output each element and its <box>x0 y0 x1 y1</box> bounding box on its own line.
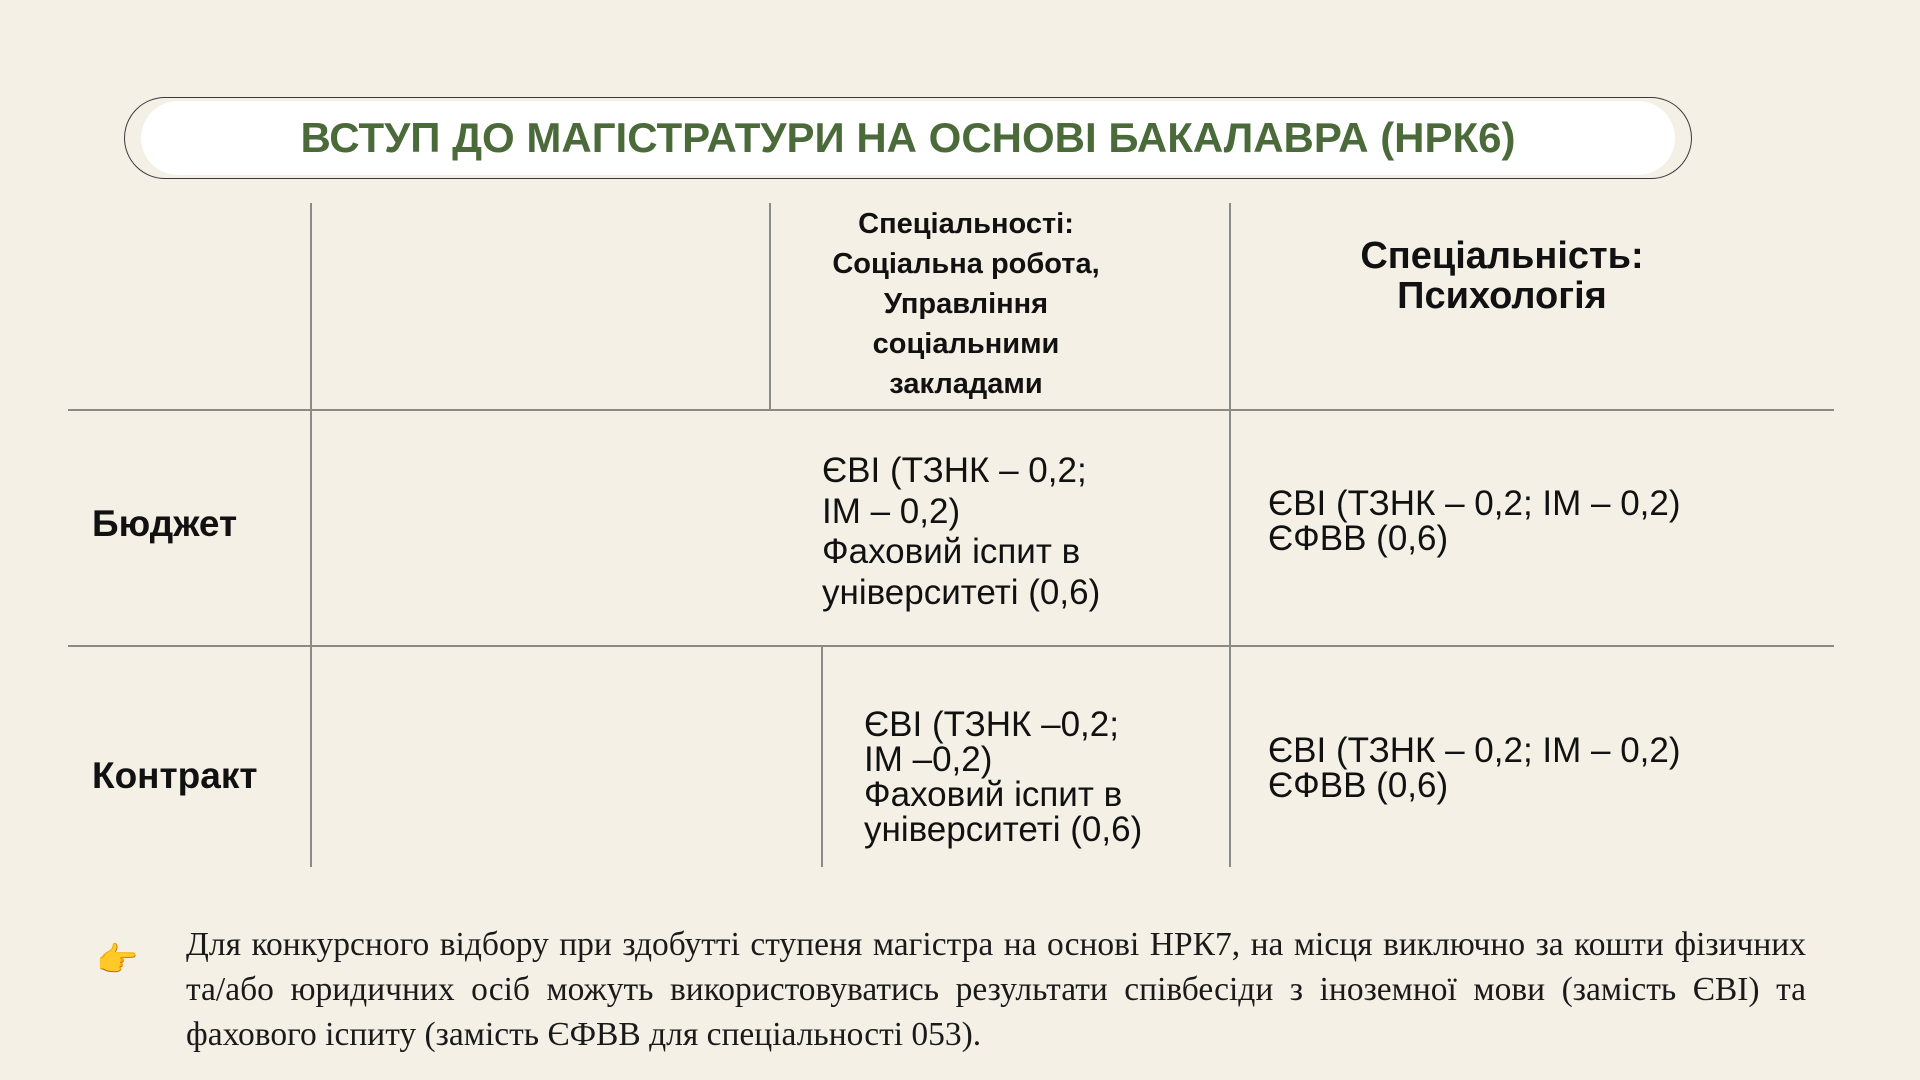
header-col2-line: Психологія <box>1397 275 1607 317</box>
row-label-contract: Контракт <box>92 755 258 796</box>
cell-line: університеті (0,6) <box>822 572 1101 612</box>
header-col1-line: Спеціальності: <box>858 208 1074 240</box>
cell-line: ЄВІ (ТЗНК – 0,2; <box>822 451 1087 490</box>
table-column-divider-col2 <box>1229 203 1231 867</box>
budget-psychology-requirements <box>1268 486 1681 556</box>
cell-line: ІМ – 0,2) <box>822 491 961 531</box>
pointing-hand-icon: 👉 <box>96 940 139 980</box>
header-col1-line: Соціальна робота, <box>832 248 1100 280</box>
cell-line: ІМ –0,2) <box>864 740 993 779</box>
header-psychology-specialty <box>1232 236 1772 316</box>
cell-line: університеті (0,6) <box>864 810 1143 849</box>
header-col1-line: Управління <box>883 288 1049 320</box>
table-column-divider-contract-col1 <box>821 645 823 867</box>
header-col1-line: закладами <box>889 368 1043 400</box>
table-column-divider-label <box>310 203 312 867</box>
title-banner-inner <box>141 101 1675 175</box>
budget-social-requirements <box>822 451 1100 613</box>
contract-psychology-requirements <box>1268 733 1681 803</box>
header-col2-line: Спеціальність: <box>1360 235 1644 277</box>
header-social-specialties <box>770 204 1162 404</box>
table-divider-rows <box>68 645 1834 647</box>
cell-line: Фаховий іспит в <box>822 532 1081 571</box>
cell-line: ЄВІ (ТЗНК – 0,2; ІМ – 0,2) <box>1268 484 1681 523</box>
row-label-budget: Бюджет <box>92 503 238 544</box>
title-banner <box>124 97 1692 179</box>
page-title: ВСТУП ДО МАГІСТРАТУРИ НА ОСНОВІ БАКАЛАВРА (НРК6) <box>300 114 1516 161</box>
cell-line: ЄВІ (ТЗНК – 0,2; ІМ – 0,2) <box>1268 731 1681 770</box>
contract-social-requirements <box>864 707 1142 847</box>
cell-line: ЄФВВ (0,6) <box>1268 519 1449 558</box>
footnote-text: Для конкурсного відбору при здобутті ступеня магістра на основі НРК7, на місця виключно за кошти фізичних та/або юридичних осіб можуть використовуватись результати співбесіди з іноземної мови (замість ЄВІ) та фахового іспиту (замість ЄФВВ для спеціальності 053). <box>186 926 1806 1053</box>
table-divider-header <box>68 409 1834 411</box>
cell-line: Фаховий іспит в <box>864 775 1123 814</box>
header-col1-line: соціальними <box>872 328 1060 360</box>
cell-line: ЄФВВ (0,6) <box>1268 766 1449 805</box>
cell-line: ЄВІ (ТЗНК –0,2; <box>864 705 1119 744</box>
